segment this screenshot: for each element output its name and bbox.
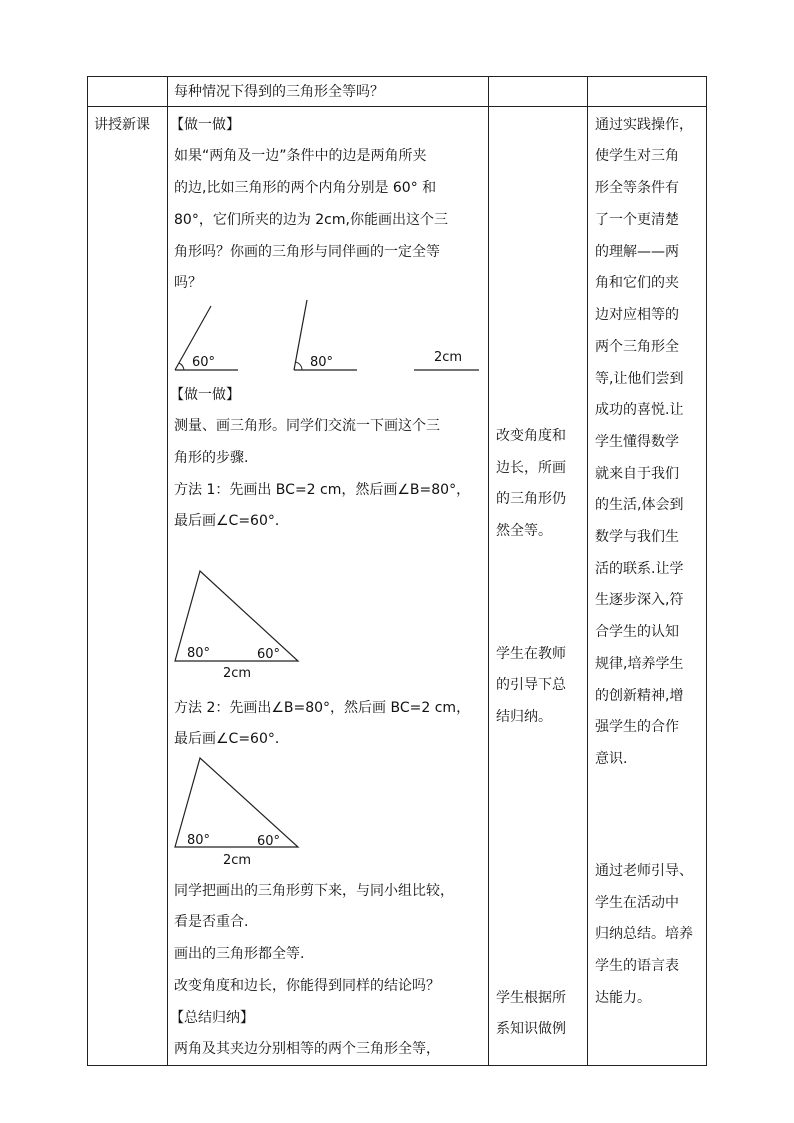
section-label: 讲授新课 xyxy=(94,117,150,133)
design-intent-line: 学生懂得数学 xyxy=(595,434,679,450)
summary-line: 两角及其夹边分别相等的两个三角形全等， xyxy=(174,1041,440,1057)
design-intent-line: 的创新精神,增 xyxy=(595,688,684,704)
design-intent-line: 使学生对三角 xyxy=(595,148,679,164)
table-left-border xyxy=(87,76,88,1066)
student-activity-line: 边长，所画 xyxy=(496,460,566,476)
paragraph-line: 测量、画三角形。同学们交流一下画这个三 xyxy=(174,418,440,434)
paragraph-line: 画出的三角形都全等. xyxy=(174,946,305,962)
design-intent-line: 学生的语言表 xyxy=(595,958,679,974)
method-1-line: 最后画∠C=60°． xyxy=(174,513,289,529)
design-intent-line: 等,让他们尝到 xyxy=(595,371,684,387)
student-activity-line: 改变角度和 xyxy=(496,428,566,444)
student-activity-line: 然全等。 xyxy=(496,523,552,539)
student-activity-line: 系知识做例 xyxy=(496,1021,566,1037)
student-activity-line: 结归纳。 xyxy=(496,709,552,725)
triangle-2-angle-b: 80° xyxy=(187,833,211,848)
column-divider-1 xyxy=(167,76,168,1066)
student-activity-line: 的引导下总 xyxy=(496,677,566,693)
paragraph-line: 改变角度和边长，你能得到同样的结论吗？ xyxy=(174,978,440,994)
angle-80-figure xyxy=(287,298,362,375)
paragraph-line: 同学把画出的三角形剪下来，与同小组比较， xyxy=(174,883,454,899)
design-intent-line: 角和它们的夹 xyxy=(595,275,679,291)
paragraph-line: 角形的步骤. xyxy=(174,450,249,466)
design-intent-line: 归纳总结。培养 xyxy=(595,926,693,942)
row-divider xyxy=(87,106,707,107)
triangle-figure-1 xyxy=(170,565,305,680)
question-text: 每种情况下得到的三角形全等吗？ xyxy=(174,84,384,100)
angle-80-label: 80° xyxy=(310,355,334,370)
design-intent-line: 了一个更清楚 xyxy=(595,212,679,228)
design-intent-line: 生逐步深入,符 xyxy=(595,592,684,608)
paragraph-line: 看是否重合. xyxy=(174,914,249,930)
paragraph-line: 角形吗？你画的三角形与同伴画的一定全等 xyxy=(174,244,440,260)
design-intent-line: 强学生的合作 xyxy=(595,719,679,735)
method-2-line: 最后画∠C=60°． xyxy=(174,731,289,747)
design-intent-line: 就来自于我们 xyxy=(595,466,679,482)
design-intent-line: 通过实践操作， xyxy=(595,117,693,133)
table-right-border xyxy=(706,76,707,1066)
triangle-2-side: 2cm xyxy=(223,853,252,868)
column-divider-3 xyxy=(587,76,588,1066)
heading-do-it-2: 【做一做】 xyxy=(170,387,240,403)
method-1-line: 方法 1：先画出 BC=2 cm，然后画∠B=80°， xyxy=(174,482,471,498)
design-intent-line: 意识. xyxy=(595,751,628,767)
design-intent-line: 边对应相等的 xyxy=(595,307,679,323)
design-intent-line: 的理解——两 xyxy=(595,244,679,260)
method-2-line: 方法 2：先画出∠B=80°，然后画 BC=2 cm， xyxy=(174,700,471,716)
student-activity-line: 学生根据所 xyxy=(496,990,566,1006)
table-bottom-border xyxy=(87,1065,707,1066)
design-intent-line: 达能力。 xyxy=(595,990,651,1006)
paragraph-line: 如果“两角及一边”条件中的边是两角所夹 xyxy=(174,148,427,164)
column-divider-2 xyxy=(488,76,489,1066)
triangle-figure-2 xyxy=(170,752,305,870)
design-intent-line: 合学生的认知 xyxy=(595,624,679,640)
design-intent-line: 两个三角形全 xyxy=(595,339,679,355)
design-intent-line: 形全等条件有 xyxy=(595,180,679,196)
student-activity-line: 的三角形仍 xyxy=(496,491,566,507)
triangle-1-side: 2cm xyxy=(223,666,252,681)
triangle-2-angle-c: 60° xyxy=(257,834,281,849)
angle-60-figure xyxy=(170,300,250,375)
design-intent-line: 数学与我们生 xyxy=(595,529,679,545)
segment-2cm-label: 2cm xyxy=(434,350,463,365)
student-activity-line: 学生在教师 xyxy=(496,646,566,662)
heading-do-it-1: 【做一做】 xyxy=(170,117,240,133)
heading-summary: 【总结归纳】 xyxy=(170,1010,254,1026)
design-intent-line: 成功的喜悦.让 xyxy=(595,402,684,418)
triangle-1-angle-c: 60° xyxy=(257,647,281,662)
triangle-1-angle-b: 80° xyxy=(187,646,211,661)
design-intent-line: 规律,培养学生 xyxy=(595,656,684,672)
design-intent-line: 通过老师引导、 xyxy=(595,863,693,879)
design-intent-line: 学生在活动中 xyxy=(595,895,679,911)
design-intent-line: 的生活,体会到 xyxy=(595,497,684,513)
design-intent-line: 活的联系.让学 xyxy=(595,561,684,577)
table-top-border xyxy=(87,76,707,77)
paragraph-line: 的边,比如三角形的两个内角分别是 60° 和 xyxy=(174,180,437,196)
angle-60-label: 60° xyxy=(192,355,216,370)
paragraph-line: 吗？ xyxy=(174,275,202,291)
paragraph-line: 80°，它们所夹的边为 2cm,你能画出这个三 xyxy=(174,212,448,228)
segment-2cm-figure xyxy=(412,345,482,375)
